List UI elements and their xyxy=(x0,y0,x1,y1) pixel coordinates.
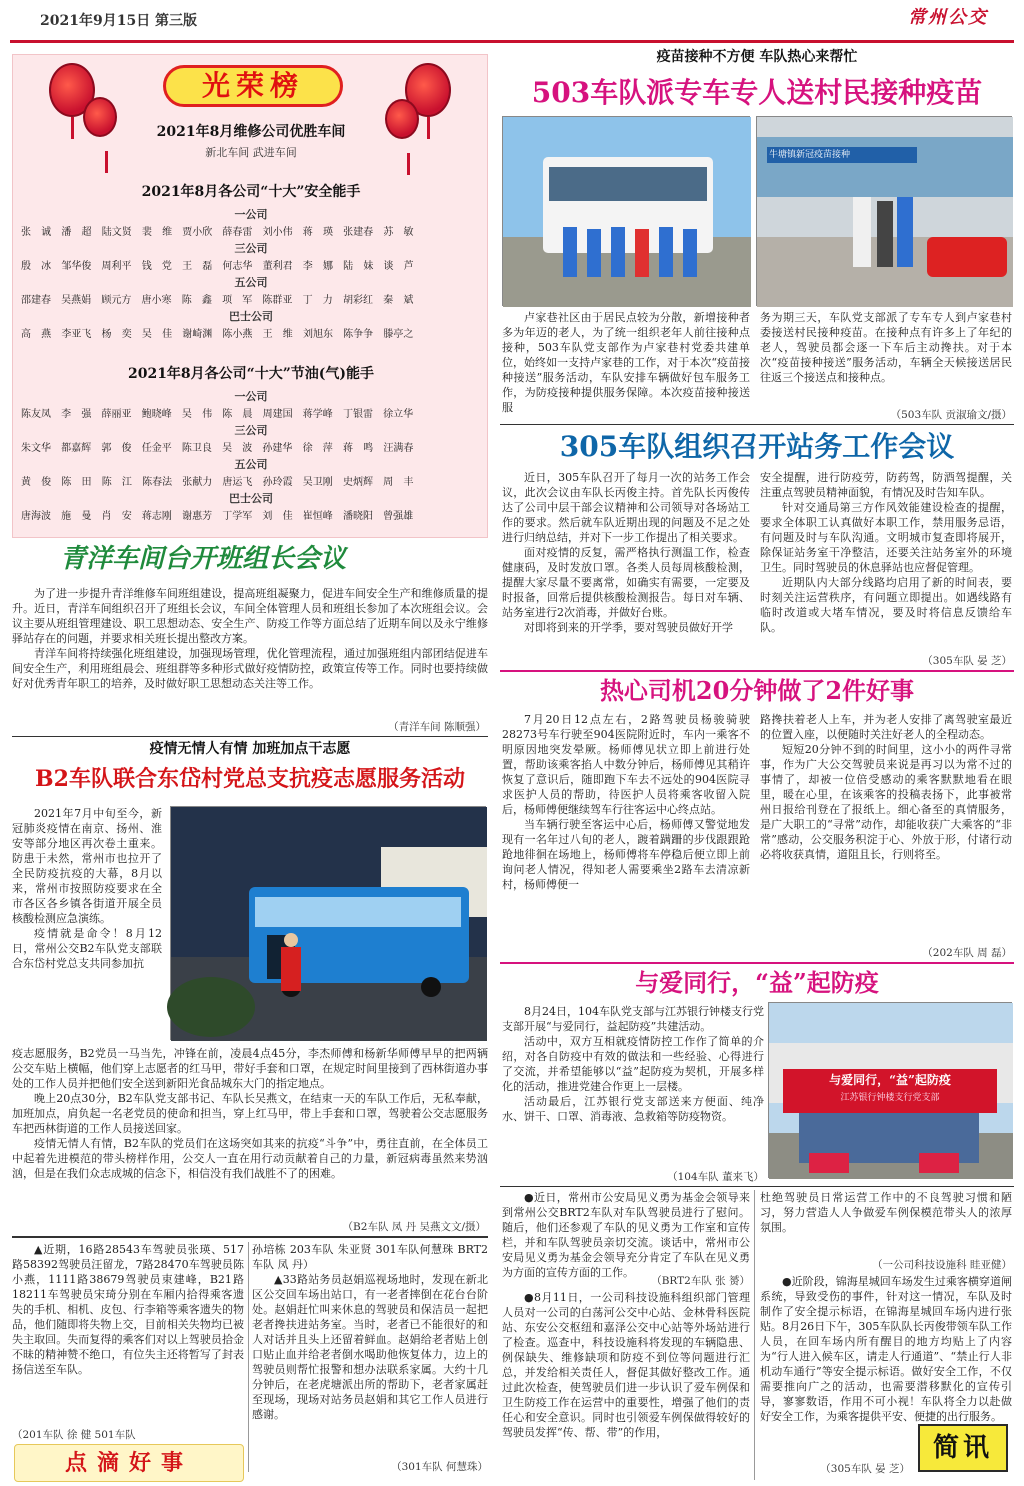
honor-names: 新北车间 武进车间 xyxy=(205,146,297,159)
company-label: 一公司 xyxy=(234,390,268,403)
v503-byline: （503车队 贡淑瑜文/摄） xyxy=(890,409,1012,421)
paragraph: ▲近期，16路28543车驾驶员张瑛、517路58392驾驶员汪留龙，7路28470车驾驶员陈小燕，1111路38679驾驶员束建峰，B21路18211车驾驶员宋琦分别在车厢内拾得乘客遗失的手机、相机、皮包、行李箱等乘客遗失的物品，他们随即将失物上交，目前相关失物均已被失主取回。失而复得的乘客们对以上驾驶员拾金不昧的精神赞不绝口，有位失主还将暂写了封表扬信送至车队。 xyxy=(12,1243,244,1376)
divider xyxy=(500,670,1014,672)
honor-names: 陈友凤 李 强 薛丽亚 鲍晓峰 吴 伟 陈 晨 周建国 蒋学峰 丁银雷 徐立华 xyxy=(21,409,414,420)
bus-photo-image xyxy=(171,807,487,1041)
v305-body-left xyxy=(502,470,750,662)
brief-byline: （一公司科技设施科 眭亚健） xyxy=(872,1259,1012,1271)
header-rule xyxy=(10,40,1014,43)
villagers-photo-image xyxy=(503,117,751,307)
love-title: 与爱同行，“益”起防疫 xyxy=(635,968,879,997)
good-deeds-col2 xyxy=(252,1242,488,1456)
honor-names: 朱文华 都嘉辉 郭 俊 任金平 陈卫良 吴 波 孙建华 徐 萍 蒋 鸣 汪满春 xyxy=(21,443,414,454)
paragraph: ●近阶段，锦海星城回车场发生过乘客横穿道闸系统，导致受伤的事件，针对这一情况，车队及时制作了安全提示标语，在锦海星城回车场内进行张贴。8月26日下午，305车队队长丙俊带领车队工作人员，在回车场内所有醒目的地方均贴上了内容为“行人进入候车区，请走人行通道”、“禁止行人非机动车通行”等安全提示标语。做好安全工作，不仅需要推向广之的活动，也需要潜移默化的宣传引导，寥寥数语，作用不可小视！车队将全力以赴做好安全工作，为乘客提供平安、便捷的出行服务。 xyxy=(760,1275,1012,1423)
b2-column xyxy=(12,806,162,1062)
honor-banner: 光荣榜 xyxy=(163,65,343,107)
company-label: 三公司 xyxy=(234,242,268,255)
paragraph: 活动中，双方互相就疫情防控工作作了简单的介绍，对各自防疫中有效的做法和一些经验、心得进行了交流，并希望能够以“益”起防疫为契机，开展多样化的活动，推进党建合作更上一层楼。 xyxy=(502,1035,764,1093)
paragraph: 青洋车间将持续强化班组建设，加强现场管理，优化管理流程，通过加强班组内部团结促进车间安全生产，利用班组晨会、班组群等多种形式做好疫情防控，政策宣传等工作。同时也要持续做好对优秀青年职工的培养，及时做好职工思想动态关注等工作。 xyxy=(12,647,488,690)
paragraph: ●8月11日，一公司科技设施科组织部门管理人员对一公司的白荡河公交中心站、金林骨科医院站、东安公交枢纽和嘉泽公交中心站等外场站进行了检查。巡查中，科技设施科将发现的车辆隐患、例保缺失、维修缺项和防疫不到位等问题进行汇总，并发给相关责任人，督促其做好整改工作。通过此次检查，使驾驶员们进一步认识了爱车例保和卫生防疫工作在运营中的重要性，增强了他们的责任心和安全意识。同时也引领爱车例保做得较好的驾驶员发挥“传、帮、带”的作用， xyxy=(502,1291,750,1439)
company-label: 巴士公司 xyxy=(229,310,273,323)
good-deeds-banner: 点滴好事 xyxy=(14,1444,244,1482)
v305-byline: （305车队 晏 芝） xyxy=(922,655,1012,667)
good-driver-title: 热心司机20分钟做了2件好事 xyxy=(599,676,915,705)
divider xyxy=(12,736,488,737)
b2-byline: （B2车队 凤 丹 吴燕文文/摄） xyxy=(342,1221,486,1233)
brief-byline: （BRT2车队 张 赟） xyxy=(651,1275,750,1287)
divider xyxy=(500,1186,1014,1187)
paragraph: 当车辆行驶至客运中心后，杨师傅又警觉地发现有一名年过八旬的老人，踱着蹒跚的步伐跟跟跄跄地徘徊在场地上，杨师傅将车停稳后便立即上前询问老人情况，得知老人需要乘坐2路车去清凉新村，杨师傅便一 xyxy=(502,818,750,891)
b2-title: B2车队联合东岱村党总支抗疫志愿服务活动 xyxy=(35,766,465,792)
brief-col1-b xyxy=(502,1290,750,1482)
v503-photo-right xyxy=(756,116,1012,306)
qingyang-body xyxy=(12,586,488,702)
paragraph: 杜绝驾驶员日常运营工作中的不良驾驶习惯和陋习，努力营造人人争做爱车例保模范带头人的浓厚氛围。 xyxy=(760,1191,1012,1234)
love-body xyxy=(502,1004,764,1168)
good-driver-byline: （202车队 周 磊） xyxy=(922,947,1012,959)
love-photo xyxy=(768,1002,1012,1178)
company-label: 三公司 xyxy=(234,424,268,437)
paragraph: 为了进一步提升青洋维修车间班组建设，提高班组凝聚力，促进车间安全生产和维修质量的提升。近日，青洋车间组织召开了班组长会议，车间全体管理人员和班组长参加了本次班组会议。会议主要从班组管理建设、职工思想动态、安全生产、防疫工作等方面总结了近期车间以及永宁维修驿站存在的问题，并要求相关班长提出整改方案。 xyxy=(12,587,488,645)
honor-section-title: 2021年8月各公司“十大”安全能手 xyxy=(141,184,361,200)
honor-section-title: 2021年8月各公司“十大”节油(气)能手 xyxy=(127,366,375,382)
v503-body-right xyxy=(760,310,1012,400)
honor-names: 唐海波 施 曼 肖 安 蒋志刚 谢惠芳 丁学军 刘 佳 崔恒峰 潘晓阳 曾强雄 xyxy=(21,511,414,522)
paragraph: ●近日，常州市公安局见义勇为基金会领导来到常州公交BRT2车队对车队驾驶员进行了慰问。随后，他们还参观了车队的见义勇为工作室和宣传栏，并和车队驾驶员亲切交流。谈话中，常州市公安局见义勇为基金会领导充分肯定了车队在见义勇为方面的宣传方面的工作。 xyxy=(502,1191,750,1279)
v305-body-right xyxy=(760,470,1012,652)
good-deeds-byline: （201车队 徐 健 501车队 xyxy=(12,1429,136,1441)
paragraph: 近日，305车队召开了每月一次的站务工作会议，此次会议由车队长丙俊主持。首先队长丙俊传达了公司中层干部会议精神和公司领导对各场站工作的要求。然后就车队近期出现的问题及不足之处进行归纳总结，并对下一步工作提出了相关要求。 xyxy=(502,471,750,544)
paragraph: 对即将到来的开学季，要对驾驶员做好开学 xyxy=(524,621,733,634)
paragraph: 孙培栋 203车队 朱亚贤 301车队何慧珠 BRT2车队 凤 丹） xyxy=(252,1243,488,1271)
b2-photo xyxy=(170,806,486,1040)
page-header xyxy=(0,0,1024,46)
honor-names: 黄 俊 陈 田 陈 江 陈春法 张献力 唐运飞 孙玲霞 吴卫刚 史炳辉 周 丰 xyxy=(21,477,414,488)
honor-names: 殷 冰 邹华俊 周利平 钱 党 王 磊 何志华 董利君 李 娜 陆 妹 谈 芦 xyxy=(21,261,414,272)
paragraph: 针对交通局第三方作风效能建设检查的提醒，要求全体职工认真做好本职工作，禁用服务忌语，有问题及时与车队沟通。文明城市复查即将展开，除保证站务室干净整洁，还要关注站务室外的环境卫生。同时驾驶员的休息驿站也应督促管理。 xyxy=(760,501,1012,574)
honor-names: 张 诚 潘 超 陆文贤 裴 维 贾小欣 薛春雷 刘小伟 蒋 瑛 张建春 苏 敏 xyxy=(21,227,414,238)
paragraph: 活动最后，江苏银行党支部送来方便面、纯净水、饼干、口罩、消毒液、急救箱等防疫物资。 xyxy=(502,1095,764,1123)
v503-photo-left xyxy=(502,116,750,306)
good-deeds-byline: （301车队 何慧珠） xyxy=(391,1461,488,1473)
honor-section-title: 2021年8月维修公司优胜车间 xyxy=(156,124,346,140)
paragraph: 路搀扶着老人上车，并为老人安排了离驾驶室最近的位置入座，以便随时关注好老人的全程动态。 xyxy=(760,713,1012,741)
good-deeds-col1 xyxy=(12,1242,244,1426)
company-label: 五公司 xyxy=(234,276,268,289)
v503-kicker: 疫苗接种不方便 车队热心来帮忙 xyxy=(656,49,858,65)
love-byline: （104车队 董来飞） xyxy=(667,1171,764,1183)
v503-body-left xyxy=(502,310,750,414)
paragraph: 务为期三天，车队党支部派了专车专人到卢家巷村委接送村民接种疫苗。在接种点有许多上了年纪的老人，驾驶员都会逐一下车后主动搀扶。对于本次“疫苗接种接送”服务活动，车辆全天候接送居民往返三个接送点和接种点。 xyxy=(760,311,1012,384)
paragraph: 8月24日，104车队党支部与江苏银行钟楼支行党支部开展“与爱同行，益起防疫”共建活动。 xyxy=(502,1005,764,1033)
paragraph: 短短20分钟不到的时间里，这小小的两件寻常事，作为广大公交驾驶员来说是再习以为常不过的事情了，却被一位倍受感动的乘客默默地看在眼里，暖在心里，在该乘客的投稿表扬下，此事被常州日报给刊登在了报纸上。细心备至的真情服务，是广大职工的“寻常”动作，却能收获广大乘客的“非常”感动，公交服务积淀于心、外放于形，付诸行动必将收获真情，道阻且长，行则将至。 xyxy=(760,743,1012,861)
photo-sign: 牛塘镇新冠疫苗接种 xyxy=(769,150,851,160)
company-label: 五公司 xyxy=(234,458,268,471)
brief-badge: 简讯 xyxy=(918,1424,1008,1472)
newspaper-logo: 常州公交 xyxy=(908,7,988,28)
good-driver-body-left xyxy=(502,712,750,962)
divider xyxy=(248,1242,249,1472)
paragraph: 疫情就是命令！8月12日，常州公交B2车队党支部联合东岱村党总支共同参加抗 xyxy=(12,927,162,970)
issue-date: 2021年9月15日 第三版 xyxy=(40,13,198,29)
b2-kicker: 疫情无情人有情 加班加点干志愿 xyxy=(149,741,351,757)
vaccination-site-photo-image xyxy=(757,117,1013,307)
photo-sign: 与爱同行，“益”起防疫 xyxy=(829,1073,951,1087)
brief-byline: （305车队 晏 芝） xyxy=(820,1463,910,1475)
company-label: 一公司 xyxy=(234,208,268,221)
divider xyxy=(754,1190,755,1480)
divider xyxy=(500,962,1014,964)
company-label: 巴士公司 xyxy=(229,492,273,505)
paragraph: 疫情无情人有情，B2车队的党员们在这场突如其来的抗疫“斗争”中，勇往直前，在全体员工中起着先进模范的带头榜样作用，公交人一直在用行动贡献着自己的力量，新冠病毒虽然来势汹汹，但是在我们众志成城的信念下，相信没有我们战胜不了的困难。 xyxy=(12,1137,488,1180)
qingyang-title: 青洋车间台开班组长会议 xyxy=(60,544,347,574)
paragraph: ▲33路站务员赵娟巡视场地时，发现在新北区公交回车场出站口，有一老者摔倒在花台台阶处。赵娟赶忙叫来休息的驾驶员和保洁员一起把老者搀扶进站务室。当时，老者已不能很好的和人对话并且头上还留着鲜血。赵娟给老者贴上创口贴止血并给老者倒水喝助他恢复体力，边上的驾驶员则帮忙报警和想办法联系家属。大约十几分钟后，在老虎塘派出所的帮助下，老者家属赶至现场，现场对站务员赵娟和其它工作人员进行感谢。 xyxy=(252,1273,488,1421)
paragraph: 卢家巷社区由于居民点较为分散，新增接种者多为年迈的老人，为了统一组织老年人前往接种点接种，503车队党支部作为卢家巷村党委共建单位，始终如一支持卢家巷的工作，对于本次“疫苗接种接送”服务活动，车队安排车辆做好包车服务工作，为防疫接种提供服务保障。本次疫苗接种接送服 xyxy=(502,311,750,414)
paragraph: 面对疫情的反复，需严格执行测温工作，检查健康码，及时发放口罩。各类人员每周核酸检测，提醒大家尽量不要离常，如确实有需要，一定要及时报备，回常后提供核酸检测报告。每日对车辆、站务室进行2次消毒，并做好台账。 xyxy=(502,546,750,619)
honor-names: 高 燕 李亚飞 杨 奕 吴 佳 谢崎渊 陈小燕 王 维 刘旭东 陈争争 滕亭之 xyxy=(21,329,414,340)
paragraph: 2021年7月中旬至今，新冠肺炎疫情在南京、扬州、淮安等部分地区再次卷土重来。防患于未然，常州市也拉开了全民防疫抗疫的大幕，8月以来，常州市按照防疫要求在全市各区各乡镇各街道开展全员核酸检测应急演练。 xyxy=(12,807,162,925)
paragraph: 7月20日12点左右，2路驾驶员杨骏骑驶28273号车行驶至904医院附近时，车内一乘客不明原因地突发晕厥。杨师傅见状立即上前进行处置，帮助该乘客掐人中数分钟后，杨师傅见其稍许恢复了意识后，随即跑下车去不远处的904医院寻求医护人员的帮助，待医护人员将乘客收留入院后，杨师傅便继续驾车行往客运中心终点站。 xyxy=(502,713,750,816)
honor-names: 邵建春 吴燕娟 顾元方 唐小寒 陈 鑫 项 军 陈群亚 丁 力 胡彩红 秦 斌 xyxy=(21,295,414,306)
paragraph: 近期队内大部分线路均启用了新的时间表，要时刻关注运营秩序，有问题立即提出。如遇线路有临时改道或大堵车情况，要及时将信息反馈给车队。 xyxy=(760,576,1012,634)
photo-sign-sub: 江苏银行钟楼支行党支部 xyxy=(840,1093,940,1103)
brief-col1-a xyxy=(502,1190,750,1279)
honor-roll xyxy=(12,54,488,538)
divider xyxy=(12,1236,488,1238)
v503-title: 503车队派专车专人送村民接种疫苗 xyxy=(531,76,983,109)
brief-col2-a xyxy=(760,1190,1012,1256)
good-driver-body-right xyxy=(760,712,1012,944)
paragraph: 疫志愿服务，B2党员一马当先，冲锋在前，凌晨4点45分，李杰师傅和杨新华师傅早早的把两辆公交车贴上横幅，他们穿上志愿者的红马甲，带好手套和口罩，在规定时间里接到了西林街道办事处的工作人员并把他们安全送到新阳光食品城东大门的指定地点。 xyxy=(12,1047,488,1090)
qingyang-byline: （青洋车间 陈顺强） xyxy=(388,721,486,733)
divider xyxy=(500,424,1014,425)
v305-title: 305车队组织召开站务工作会议 xyxy=(559,430,955,463)
paragraph: 晚上20点30分，B2车队党支部书记、车队长吴燕文，在结束一天的车队工作后，无私奉献，加班加点，肩负起一名老党员的使命和担当，穿上红马甲，带上手套和口罩，驾驶着公交志愿服务车把西林街道的工作人员接送回家。 xyxy=(12,1092,488,1135)
paragraph: 安全提醒，进行防疫劳，防药驾，防酒驾提醒，关注重点驾驶员精神面貌，有情况及时告知车队。 xyxy=(760,471,1012,499)
b2-body xyxy=(12,1046,488,1232)
